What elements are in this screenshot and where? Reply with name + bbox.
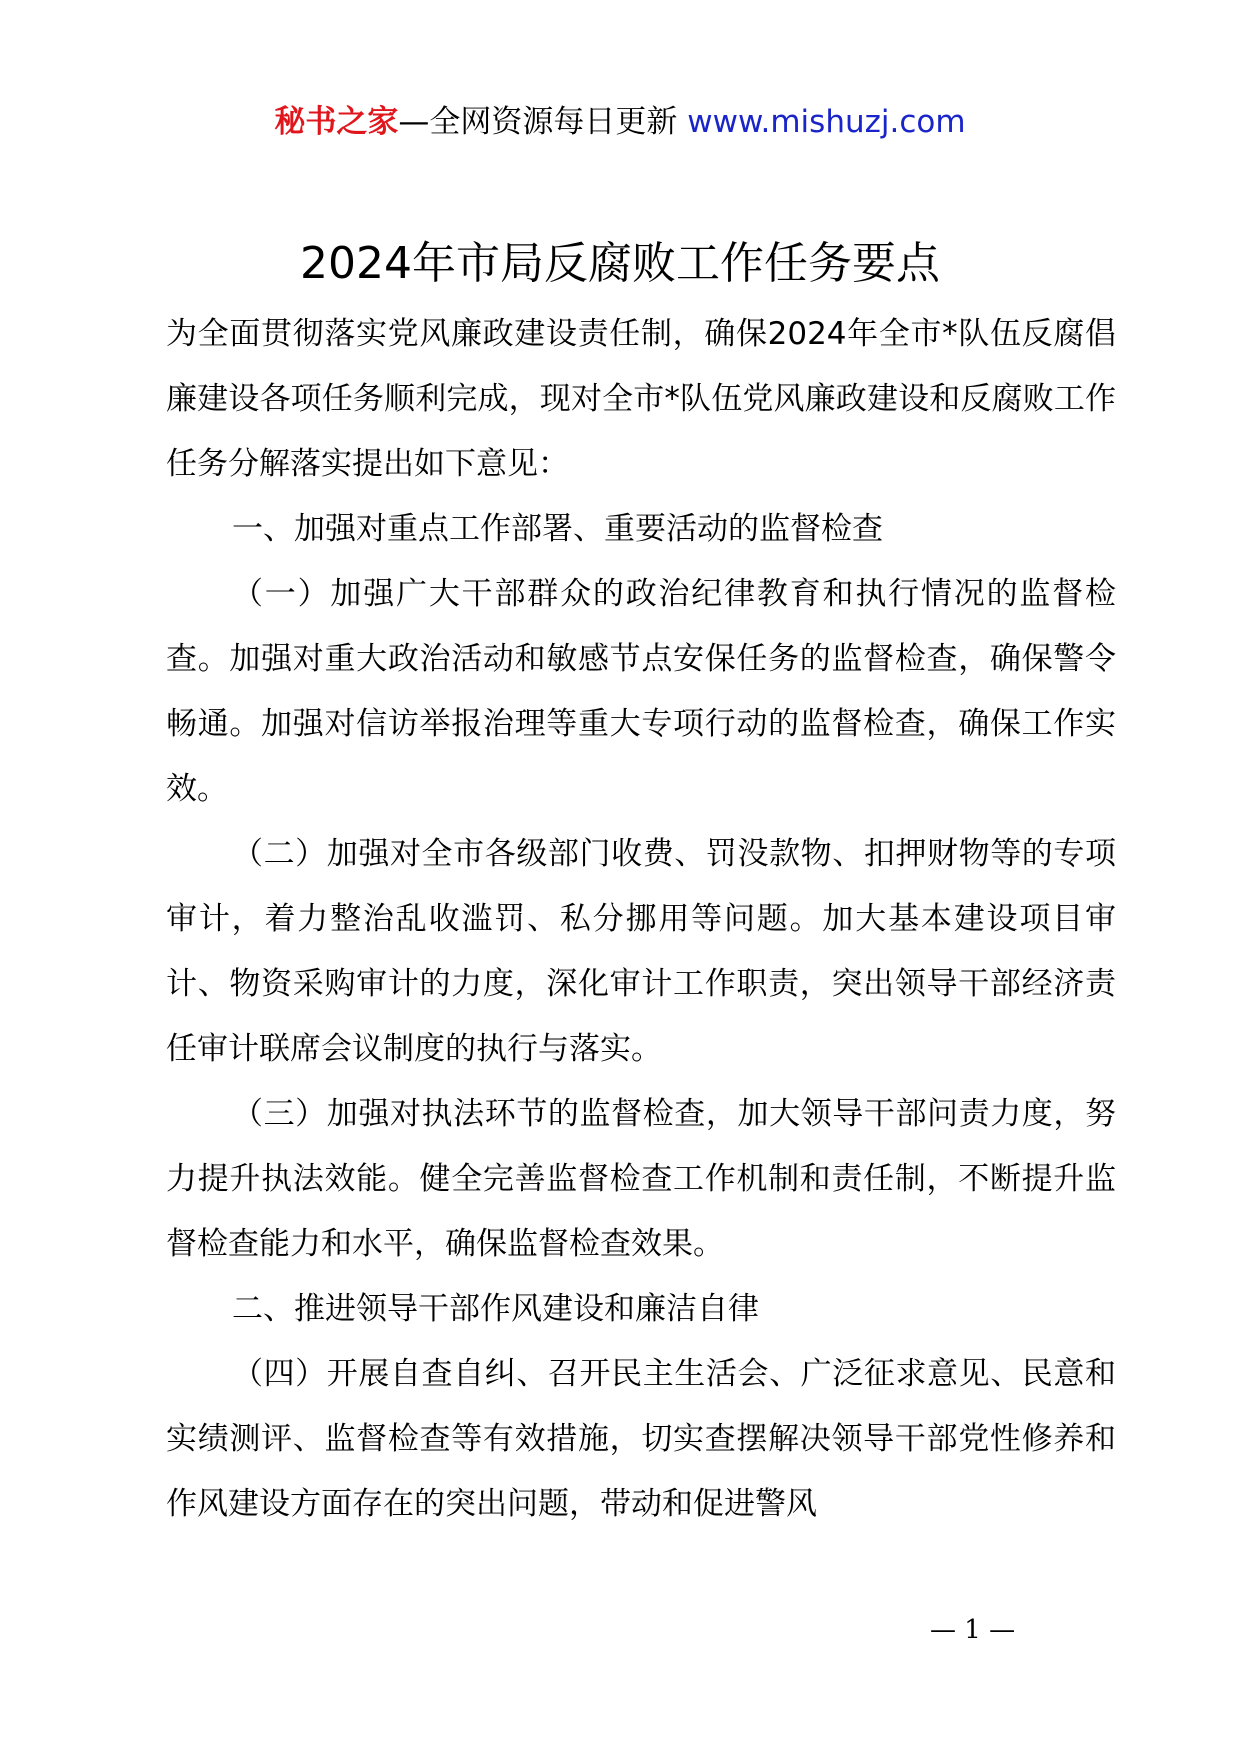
paragraph-item-2: （二）加强对全市各级部门收费、罚没款物、扣押财物等的专项审计，着力整治乱收滥罚、私分挪用等问题。加大基本建设项目审计、物资采购审计的力度，深化审计工作职责，突出领导干部经济责任审计联席会议制度的执行与落实。 (166, 836, 1116, 1067)
page-number: — 1 — (930, 1615, 1016, 1645)
intro-paragraph: 为全面贯彻落实党风廉政建设责任制，确保2024年全市*队伍反腐倡廉建设各项任务顺利完成，现对全市*队伍党风廉政建设和反腐败工作任务分解落实提出如下意见： (166, 316, 1116, 482)
paragraph-item-1: （一）加强广大干部群众的政治纪律教育和执行情况的监督检查。加强对重大政治活动和敏感节点安保任务的监督检查，确保警令畅通。加强对信访举报治理等重大专项行动的监督检查，确保工作实效。 (166, 576, 1116, 807)
section-heading-2: 二、推进领导干部作风建设和廉洁自律 (232, 1291, 759, 1327)
document-title: 2024年市局反腐败工作任务要点 (300, 238, 940, 289)
section-heading-1: 一、加强对重点工作部署、重要活动的监督检查 (232, 511, 883, 547)
paragraph-item-3: （三）加强对执法环节的监督检查，加大领导干部问责力度，努力提升执法效能。健全完善监督检查工作机制和责任制，不断提升监督检查能力和水平，确保监督检查效果。 (166, 1096, 1116, 1262)
site-header (0, 100, 1240, 144)
site-url-link[interactable]: www.mishuzj.com (687, 104, 966, 140)
paragraph-item-4: （四）开展自查自纠、召开民主生活会、广泛征求意见、民意和实绩测评、监督检查等有效措施，切实查摆解决领导干部党性修养和作风建设方面存在的突出问题，带动和促进警风 (166, 1356, 1116, 1522)
site-slogan: —全网资源每日更新 (398, 104, 688, 140)
document-body (166, 302, 1116, 1537)
site-brand: 秘书之家 (274, 104, 399, 140)
